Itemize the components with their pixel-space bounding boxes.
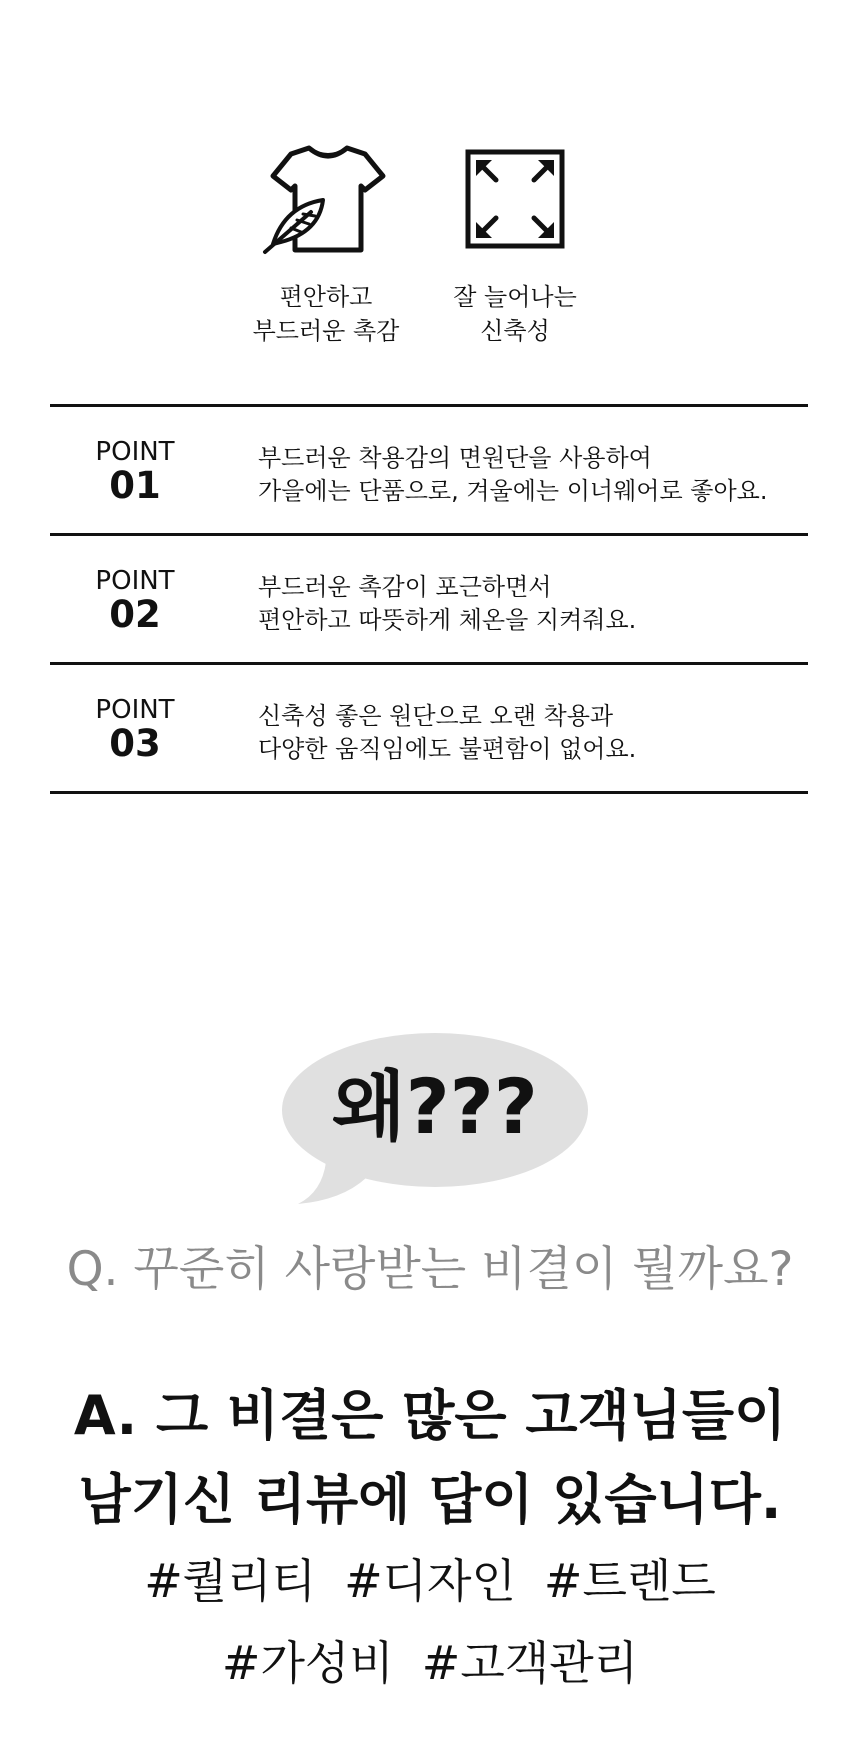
answer-text	[0, 1374, 860, 1542]
question-text: Q. 꾸준히 사랑받는 비결이 뭘까요?	[66, 1242, 794, 1297]
point-line: 부드러운 촉감이 포근하면서	[258, 573, 552, 601]
point-number: 01	[109, 464, 161, 507]
expand-arrows-icon	[450, 140, 580, 260]
speech-bubble	[282, 1032, 588, 1190]
point-line: 편안하고 따뜻하게 체온을 지켜줘요.	[258, 606, 637, 634]
point-label	[80, 695, 190, 763]
point-description	[258, 700, 636, 766]
answer-line: A. 그 비결은 많은 고객님들이	[73, 1384, 787, 1447]
feature-caption-line: 부드러운 촉감	[252, 317, 400, 345]
hashtag: #고객관리	[421, 1636, 639, 1690]
point-description	[258, 571, 636, 637]
feature-caption-line: 편안하고	[279, 283, 373, 311]
hashtag-list	[0, 1540, 860, 1704]
feature-caption	[226, 280, 426, 348]
feature-caption	[415, 280, 615, 348]
hashtag: #디자인	[344, 1554, 516, 1608]
points-list	[50, 404, 808, 794]
point-number: 03	[109, 722, 161, 765]
point-row	[50, 404, 808, 533]
bubble-text: 왜???	[332, 1062, 538, 1151]
feature-caption-line: 잘 늘어나는	[453, 283, 577, 311]
feature-stretch	[415, 140, 615, 348]
point-line: 부드러운 착용감의 면원단을 사용하여	[258, 444, 652, 472]
hashtag-line	[0, 1540, 860, 1622]
answer-line: 남기신 리뷰에 답이 있습니다.	[78, 1468, 782, 1531]
hashtag: #트렌드	[543, 1554, 716, 1608]
tshirt-feather-icon	[261, 140, 391, 260]
point-row	[50, 533, 808, 662]
point-line: 다양한 움직임에도 불편함이 없어요.	[258, 735, 637, 763]
point-description	[258, 442, 767, 508]
point-keyword: POINT	[95, 566, 175, 596]
point-keyword: POINT	[95, 437, 175, 467]
point-number: 02	[109, 593, 161, 636]
hashtag: #퀄리티	[144, 1554, 317, 1608]
point-row	[50, 662, 808, 794]
point-line: 신축성 좋은 원단으로 오랜 착용과	[258, 702, 614, 730]
feature-caption-line: 신축성	[480, 317, 550, 345]
hashtag: #가성비	[221, 1636, 394, 1690]
point-line: 가을에는 단품으로, 겨울에는 이너웨어로 좋아요.	[258, 477, 768, 505]
point-label	[80, 437, 190, 505]
feature-section	[0, 140, 860, 380]
point-keyword: POINT	[95, 695, 175, 725]
hashtag-line	[0, 1622, 860, 1704]
point-label	[80, 566, 190, 634]
feature-soft-touch	[226, 140, 426, 348]
